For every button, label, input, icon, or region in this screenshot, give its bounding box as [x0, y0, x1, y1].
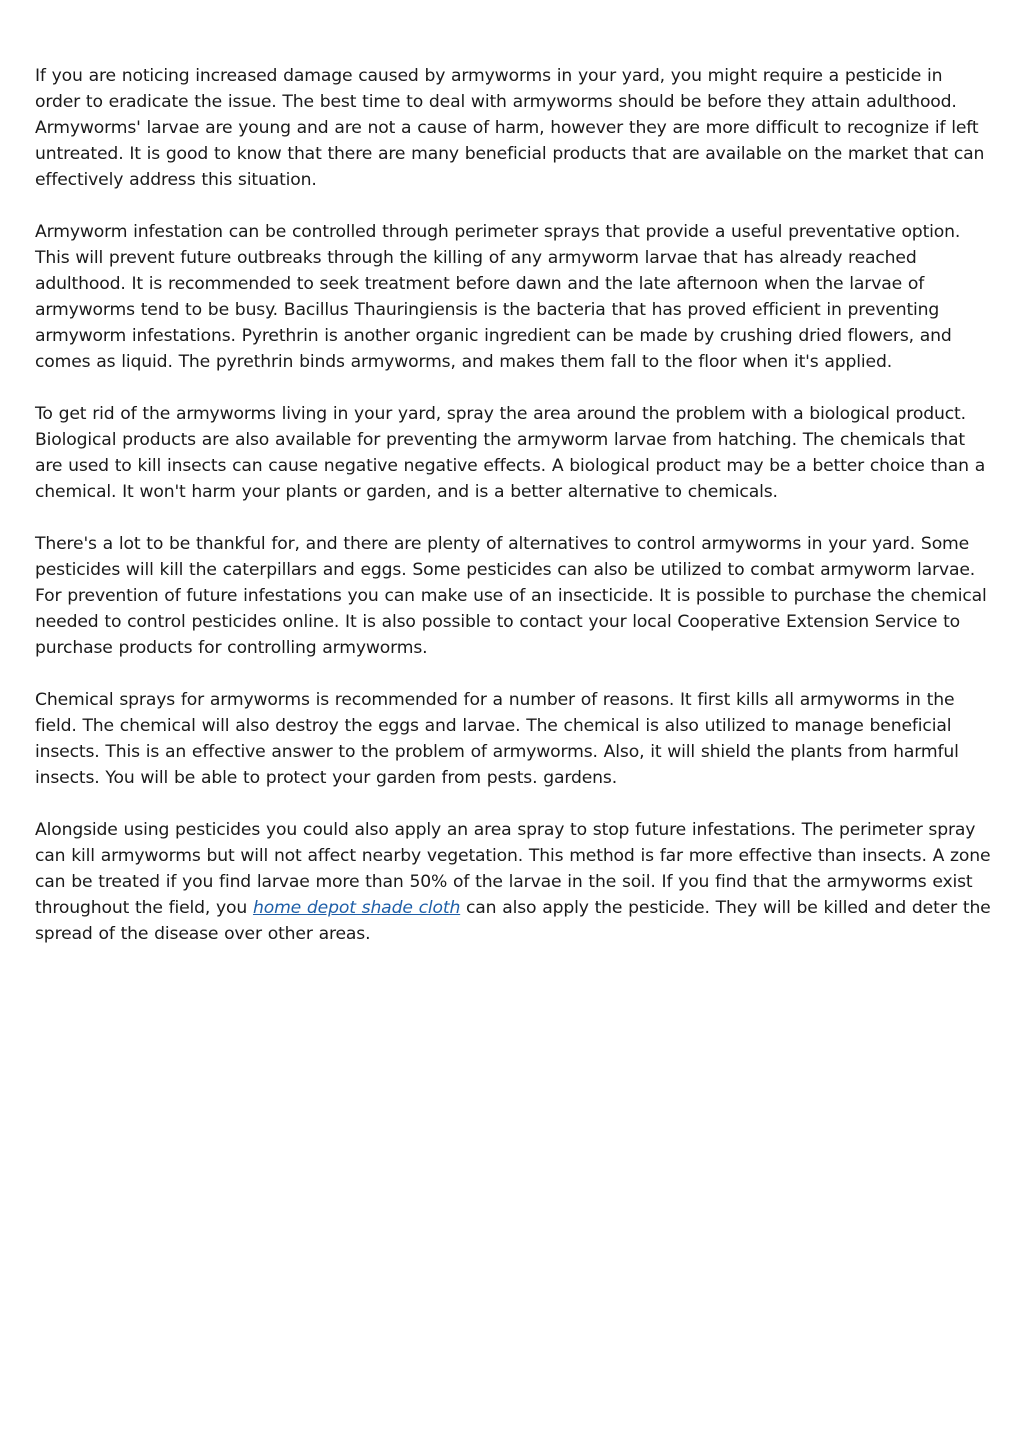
paragraph-area-spray — [35, 817, 993, 947]
paragraph-pesticide-intro: If you are noticing increased damage caused by armyworms in your yard, you might require a pesticide in order to eradicate the issue. The best time to deal with armyworms should be before they attain adulthood. Armyworms' larvae are young and are not a cause of harm, however they are more difficult to recognize if left untreated. It is good to know that there are many beneficial products that are available on the market that can effectively address this situation. — [35, 66, 985, 190]
document-body — [35, 63, 993, 973]
home-depot-shade-cloth-link[interactable]: home depot shade cloth — [252, 898, 461, 918]
paragraph-alternatives: There's a lot to be thankful for, and there are plenty of alternatives to control armyworms in your yard. Some pesticides will kill the caterpillars and eggs. Some pesticides can also be utilized to combat armyworm larvae. For prevention of future infestations you can make use of an insecticide. It is possible to purchase the chemical needed to control pesticides online. It is also possible to contact your local Cooperative Extension Service to purchase products for controlling armyworms. — [35, 534, 987, 658]
area-spray-text-after: can also apply the pesticide. They will be killed and deter the spread of the disease over other areas. — [35, 898, 991, 944]
area-spray-text-before: Alongside using pesticides you could also apply an area spray to stop future infestations. The perimeter spray can kill armyworms but will not affect nearby vegetation. This method is far more effective than insects. A zone can be treated if you find larvae more than 50% of the larvae in the soil. If you find that the armyworms exist throughout the field, you — [35, 820, 991, 918]
paragraph-perimeter-sprays: Armyworm infestation can be controlled through perimeter sprays that provide a useful preventative option. This will prevent future outbreaks through the killing of any armyworm larvae that has already reached adulthood. It is recommended to seek treatment before dawn and the late afternoon when the larvae of armyworms tend to be busy. Bacillus Thauringiensis is the bacteria that has proved efficient in preventing armyworm infestations. Pyrethrin is another organic ingredient can be made by crushing dried flowers, and comes as liquid. The pyrethrin binds armyworms, and makes them fall to the floor when it's applied. — [35, 222, 961, 372]
paragraph-biological-products: To get rid of the armyworms living in your yard, spray the area around the problem with a biological product. Biological products are also available for preventing the armyworm larvae from hatching. The chemicals that are used to kill insects can cause negative negative effects. A biological product may be a better choice than a chemical. It won't harm your plants or garden, and is a better alternative to chemicals. — [35, 404, 986, 502]
paragraph-chemical-sprays: Chemical sprays for armyworms is recommended for a number of reasons. It first kills all armyworms in the field. The chemical will also destroy the eggs and larvae. The chemical is also utilized to manage beneficial insects. This is an effective answer to the problem of armyworms. Also, it will shield the plants from harmful insects. You will be able to protect your garden from pests. gardens. — [35, 690, 959, 788]
